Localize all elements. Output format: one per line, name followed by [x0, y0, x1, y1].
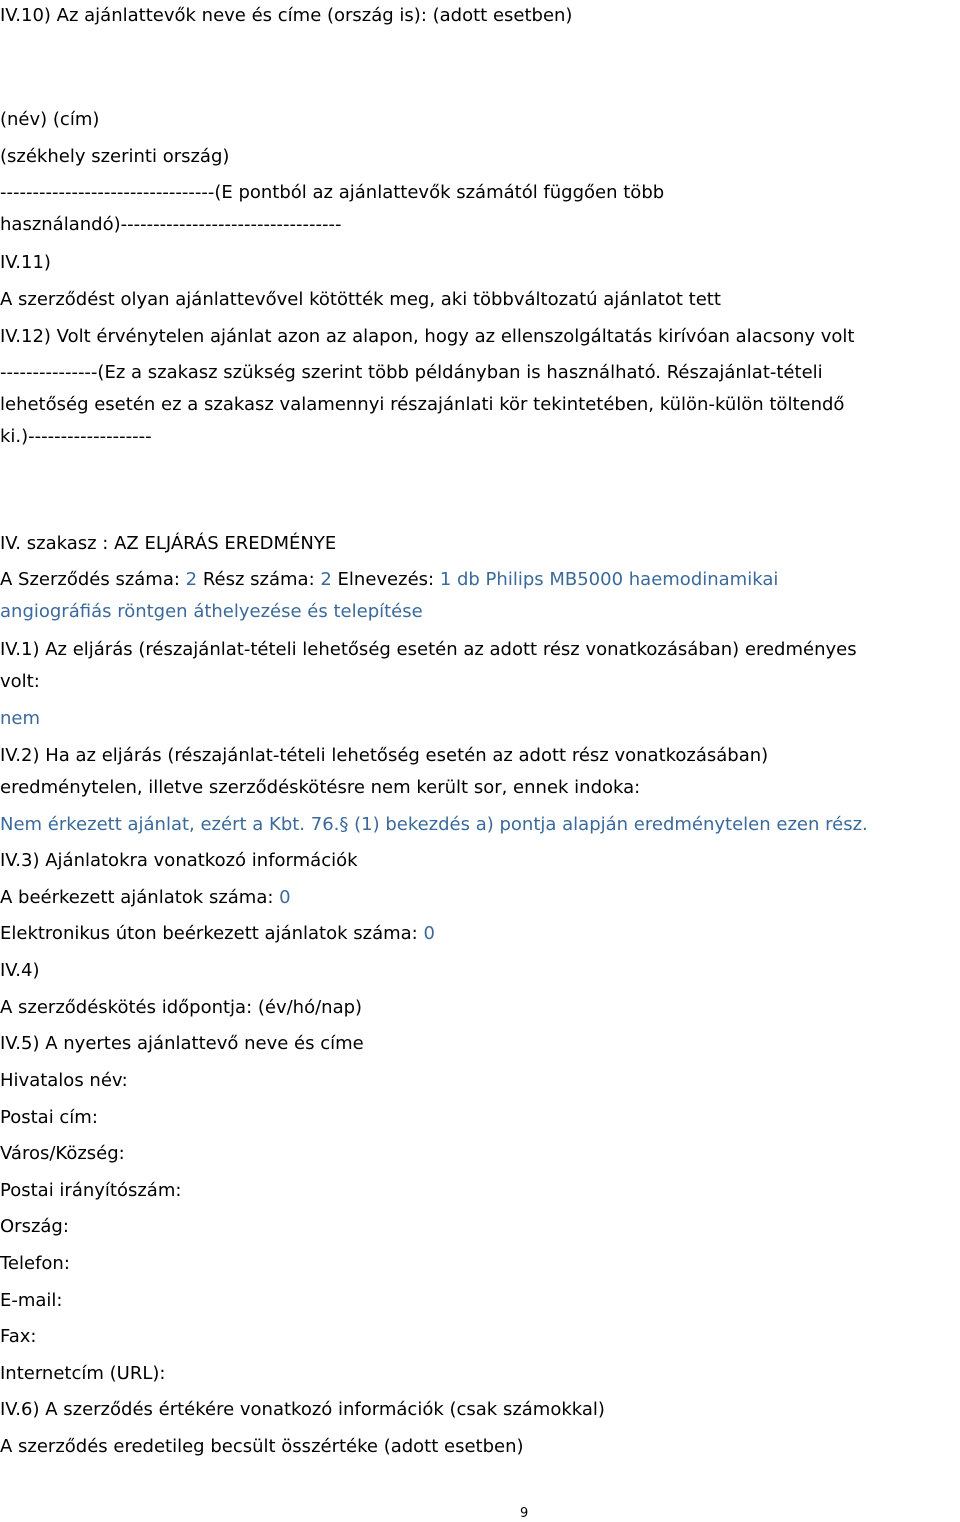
winner-country-label: Ország:: [0, 1216, 69, 1237]
section-heading: IV. szakasz : AZ ELJÁRÁS EREDMÉNYE: [0, 533, 337, 554]
contract-name-label: Elnevezés:: [331, 569, 440, 590]
iv3-electronic-line: [0, 922, 435, 946]
iv11-heading: IV.11): [0, 252, 51, 273]
winner-city-label: Város/Község:: [0, 1143, 125, 1164]
part-number-label: Rész száma:: [197, 569, 321, 590]
iv2-heading-line-1: IV.2) Ha az eljárás (részajánlat-tételi lehetőség esetén az adott rész vonatkozásában): [0, 745, 769, 766]
iv10-note-line-2: használandó)----------------------------------: [0, 214, 342, 235]
winner-official-name-label: Hivatalos név:: [0, 1070, 128, 1091]
electronic-offers-value: 0: [423, 923, 435, 944]
contract-name-value-continued: angiográfiás röntgen áthelyezése és telepítése: [0, 601, 423, 622]
contract-number-label: A Szerződés száma:: [0, 569, 186, 590]
iv10-country: (székhely szerinti ország): [0, 146, 230, 167]
electronic-offers-label: Elektronikus úton beérkezett ajánlatok száma:: [0, 923, 424, 944]
iv12-note-line-2: lehetőség esetén ez a szakasz valamennyi részajánlati kör tekintetében, külön-külön töltendő: [0, 394, 845, 415]
contract-number-value: 2: [185, 569, 198, 590]
page-number: 9: [520, 1506, 529, 1521]
iv1-heading-line-1: IV.1) Az eljárás (részajánlat-tételi lehetőség esetén az adott rész vonatkozásában) eredményes: [0, 639, 857, 660]
iv2-heading-line-2: eredménytelen, illetve szerződéskötésre nem került sor, ennek indoka:: [0, 777, 641, 798]
part-number-value: 2: [320, 569, 332, 590]
iv11-text: A szerződést olyan ajánlattevővel kötötték meg, aki többváltozatú ajánlatot tett: [0, 289, 721, 310]
iv2-value: Nem érkezett ajánlat, ezért a Kbt. 76.§ (1) bekezdés a) pontja alapján eredménytelen ezen rész.: [0, 814, 868, 835]
iv1-value: nem: [0, 708, 41, 729]
winner-phone-label: Telefon:: [0, 1253, 70, 1274]
iv12-text: IV.12) Volt érvénytelen ajánlat azon az alapon, hogy az ellenszolgáltatás kirívóan alacsony volt: [0, 326, 855, 347]
iv12-note-line-1: ---------------(Ez a szakasz szükség szerint több példányban is használható. Részajánlat-tételi: [0, 362, 823, 383]
iv5-heading: IV.5) A nyertes ajánlattevő neve és címe: [0, 1033, 364, 1054]
contract-date-label: A szerződéskötés időpontja: (év/hó/nap): [0, 997, 363, 1018]
estimated-value-label: A szerződés eredetileg becsült összértéke (adott esetben): [0, 1436, 524, 1457]
received-offers-label: A beérkezett ajánlatok száma:: [0, 887, 280, 908]
winner-email-label: E-mail:: [0, 1290, 63, 1311]
iv10-note-line-1: ---------------------------------(E pontból az ajánlattevők számától függően több: [0, 182, 665, 203]
winner-postal-address-label: Postai cím:: [0, 1107, 98, 1128]
iv10-name-address: (név) (cím): [0, 109, 100, 130]
iv3-received-line: [0, 886, 291, 910]
iv3-heading: IV.3) Ajánlatokra vonatkozó információk: [0, 850, 358, 871]
iv12-note-line-3: ki.)-------------------: [0, 426, 152, 447]
winner-postal-code-label: Postai irányítószám:: [0, 1180, 182, 1201]
contract-name-value: 1 db Philips MB5000 haemodinamikai: [439, 569, 779, 590]
received-offers-value: 0: [279, 887, 291, 908]
winner-fax-label: Fax:: [0, 1326, 37, 1347]
contract-info-line: [0, 568, 778, 592]
winner-url-label: Internetcím (URL):: [0, 1363, 166, 1384]
iv10-heading: IV.10) Az ajánlattevők neve és címe (ország is): (adott esetben): [0, 5, 573, 26]
iv1-heading-line-2: volt:: [0, 671, 40, 692]
iv6-heading: IV.6) A szerződés értékére vonatkozó információk (csak számokkal): [0, 1399, 605, 1420]
iv4-heading: IV.4): [0, 960, 40, 981]
